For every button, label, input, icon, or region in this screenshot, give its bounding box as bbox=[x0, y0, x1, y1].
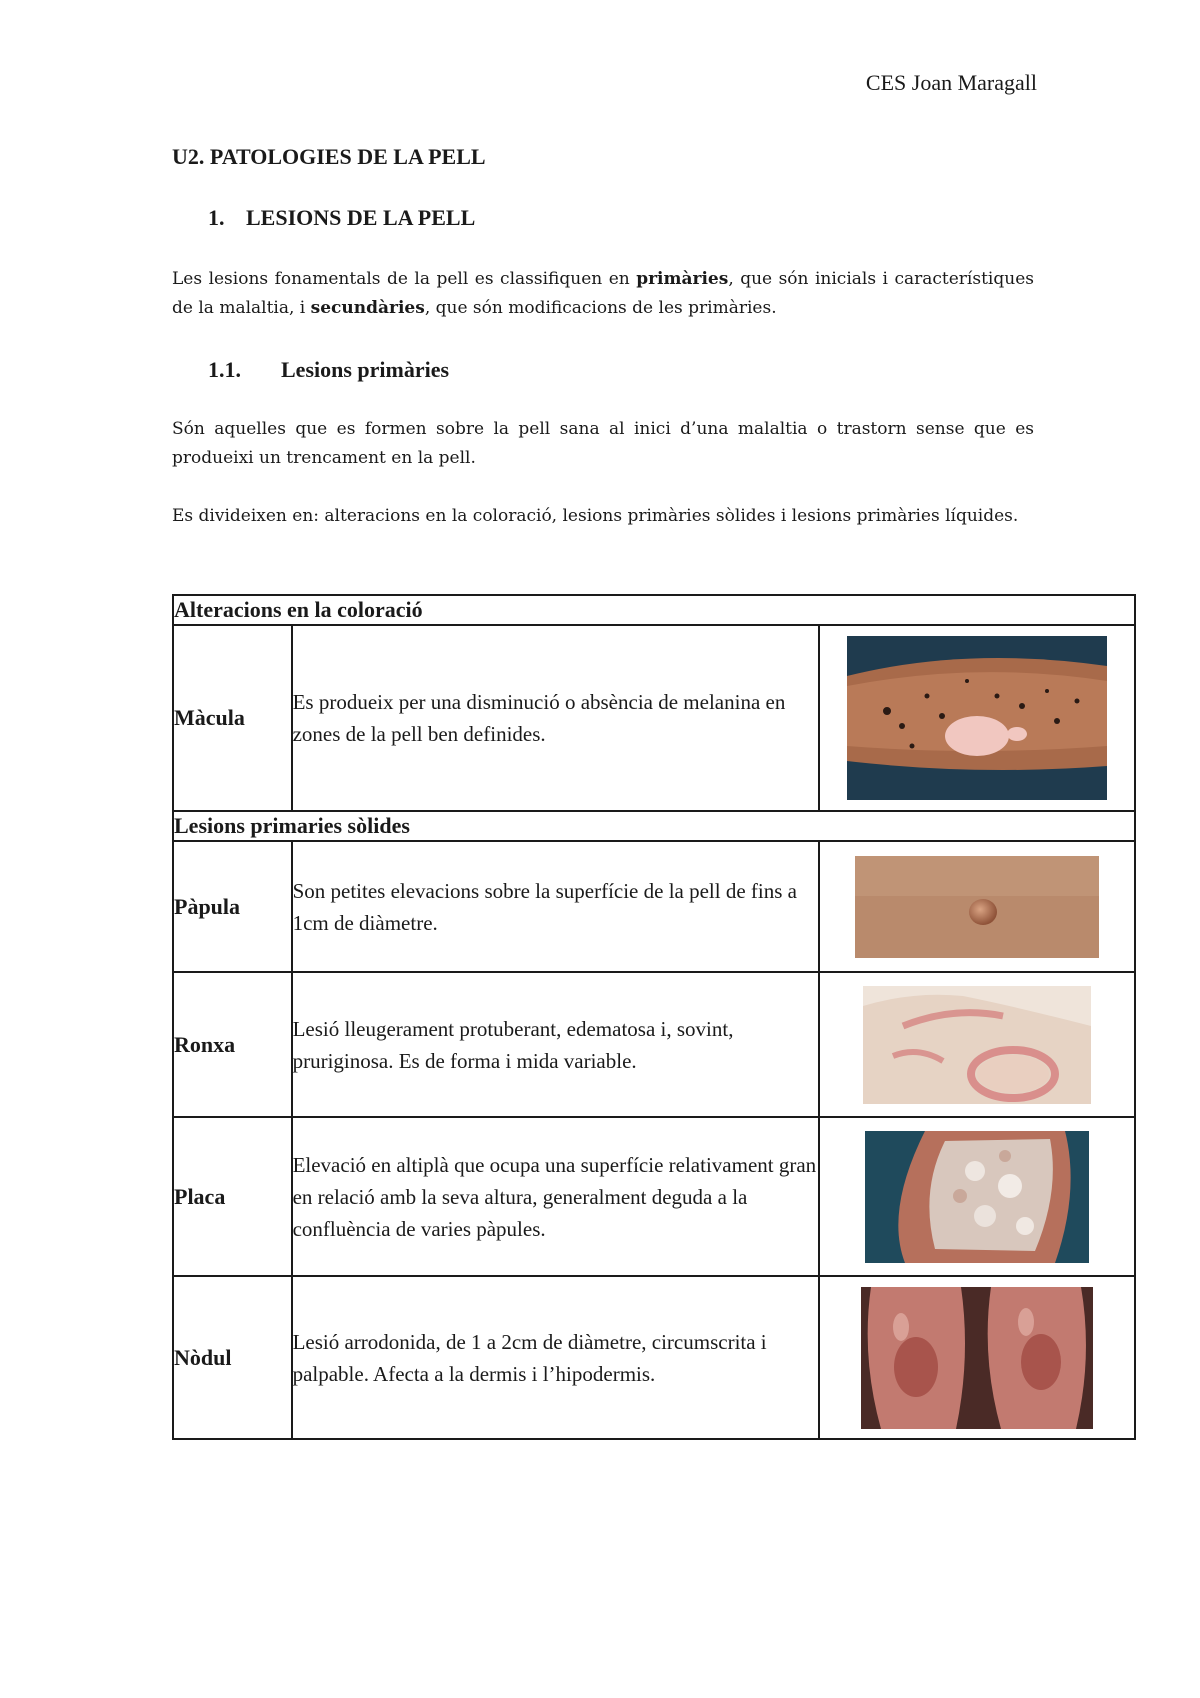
intro-text-2: , que són inicials i característiques de la malaltia, i bbox=[172, 269, 1034, 318]
table-group-row bbox=[173, 811, 1135, 841]
desc-ronxa: Lesió lleugerament protuberant, edematosa i, sovint, pruriginosa. Es de forma i mida variable. bbox=[292, 972, 820, 1117]
section-title bbox=[208, 205, 475, 231]
image-cell bbox=[819, 1117, 1135, 1276]
group-header-solid: Lesions primaries sòlides bbox=[173, 811, 1135, 841]
image-cell bbox=[819, 625, 1135, 811]
intro-bold-primaries: primàries bbox=[636, 269, 729, 289]
term-nodul: Nòdul bbox=[173, 1276, 292, 1439]
intro-text-1: Les lesions fonamentals de la pell es classifiquen en bbox=[172, 269, 637, 289]
division-paragraph: Es divideixen en: alteracions en la coloració, lesions primàries sòlides i lesions primàries líquides. bbox=[172, 506, 1019, 526]
primary-lesions-paragraph: Són aquelles que es formen sobre la pell sana al inici d’una malaltia o trastorn sense que es produeixi un trencament en la pell. bbox=[172, 419, 1034, 468]
table-group-row bbox=[173, 595, 1135, 625]
subsection-heading: Lesions primàries bbox=[281, 357, 450, 382]
table-row bbox=[173, 1117, 1135, 1276]
intro-text-3: , que són modificacions de les primàries. bbox=[424, 298, 777, 318]
table-row bbox=[173, 625, 1135, 811]
image-cell bbox=[819, 972, 1135, 1117]
section-number: 1. bbox=[208, 205, 225, 230]
macula-photo bbox=[847, 636, 1107, 800]
desc-nodul: Lesió arrodonida, de 1 a 2cm de diàmetre, circumscrita i palpable. Afecta a la dermis i l’hipodermis. bbox=[292, 1276, 820, 1439]
intro-paragraph bbox=[172, 265, 1034, 323]
intro-bold-secondaries: secundàries bbox=[310, 298, 425, 318]
nodul-photo bbox=[861, 1287, 1093, 1429]
term-placa: Placa bbox=[173, 1117, 292, 1276]
table-row bbox=[173, 972, 1135, 1117]
papula-photo bbox=[855, 856, 1099, 958]
term-macula: Màcula bbox=[173, 625, 292, 811]
desc-papula: Son petites elevacions sobre la superfície de la pell de fins a 1cm de diàmetre. bbox=[292, 841, 820, 972]
section-heading: LESIONS DE LA PELL bbox=[246, 205, 476, 230]
table-row bbox=[173, 841, 1135, 972]
placa-photo bbox=[865, 1131, 1089, 1263]
lesions-table bbox=[172, 594, 1136, 1440]
subsection-number: 1.1. bbox=[208, 357, 241, 382]
table-row bbox=[173, 1276, 1135, 1439]
image-cell bbox=[819, 1276, 1135, 1439]
unit-title: U2. PATOLOGIES DE LA PELL bbox=[172, 144, 486, 169]
subsection-title bbox=[208, 357, 449, 383]
desc-macula: Es produeix per una disminució o absència de melanina en zones de la pell ben definides. bbox=[292, 625, 820, 811]
term-ronxa: Ronxa bbox=[173, 972, 292, 1117]
ronxa-photo bbox=[863, 986, 1091, 1104]
header-school-name: CES Joan Maragall bbox=[865, 70, 1037, 95]
desc-placa: Elevació en altiplà que ocupa una superfície relativament gran en relació amb la seva altura, generalment deguda a la confluència de varies pàpules. bbox=[292, 1117, 820, 1276]
group-header-coloration: Alteracions en la coloració bbox=[173, 595, 1135, 625]
term-papula: Pàpula bbox=[173, 841, 292, 972]
image-cell bbox=[819, 841, 1135, 972]
